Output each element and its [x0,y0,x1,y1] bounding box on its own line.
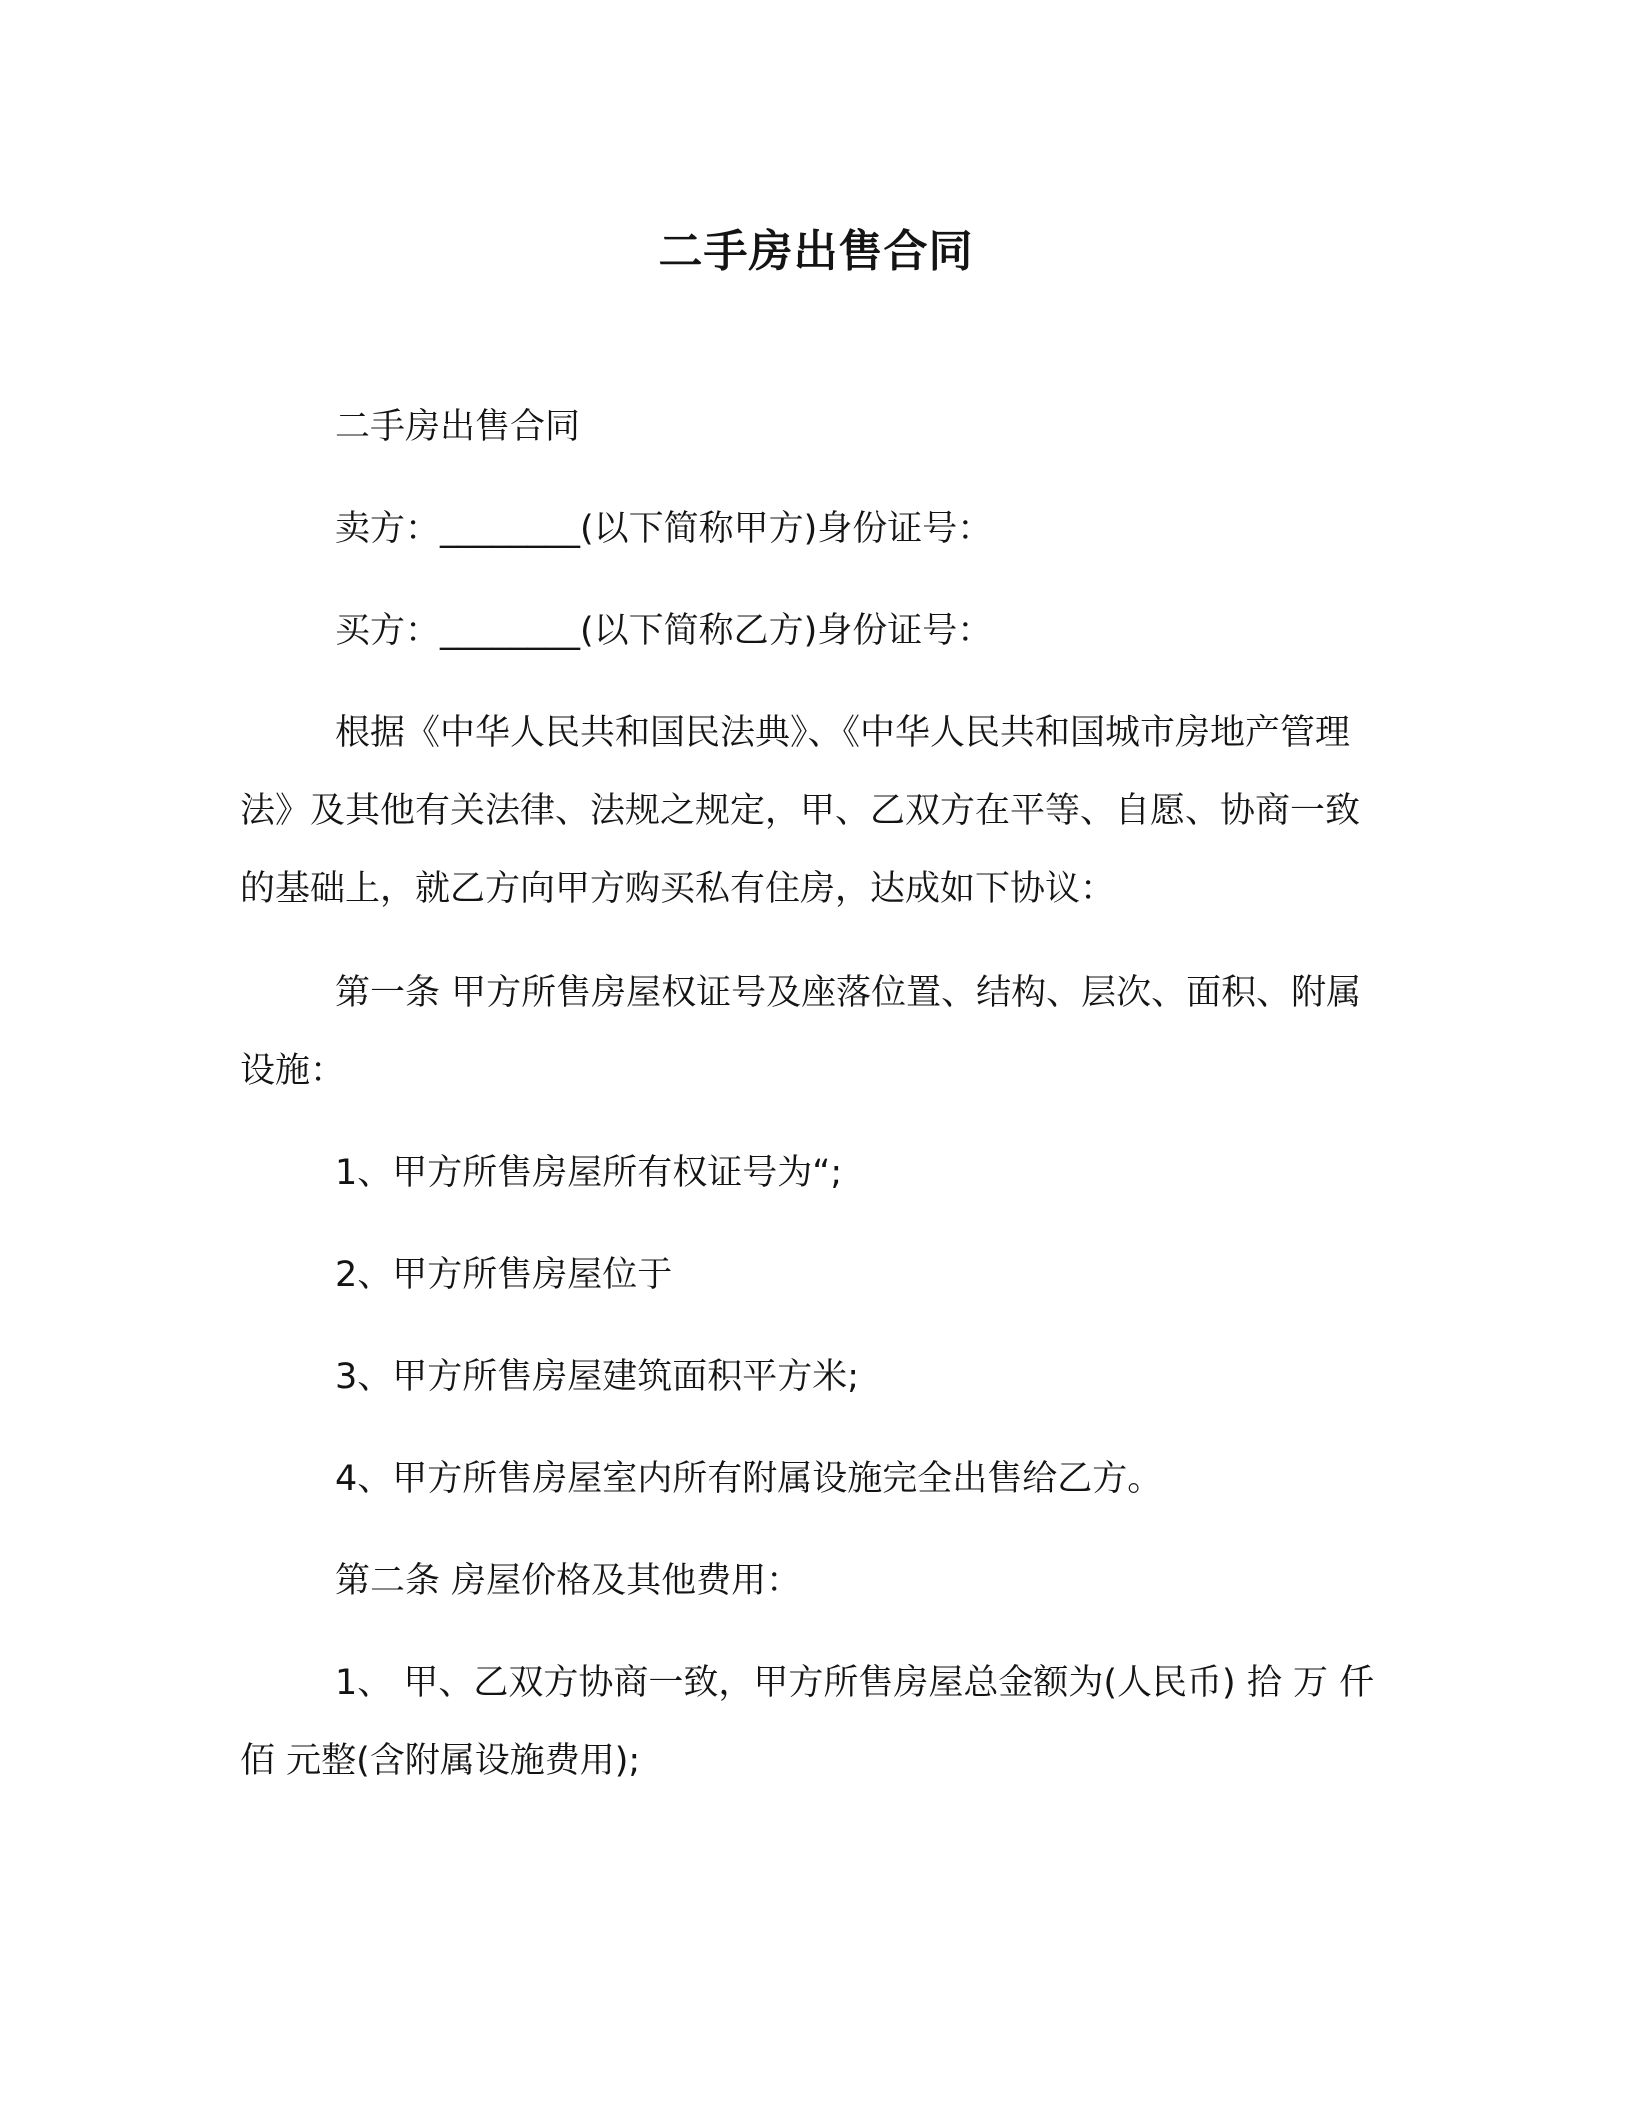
article-1-item-4: 4、甲方所售房屋室内所有附属设施完全出售给乙方。 [335,1459,1163,1499]
buyer-line: 买方：________(以下简称乙方)身份证号： [335,611,993,651]
article-1-item-1: 1、甲方所售房屋所有权证号为“; [335,1153,843,1193]
article-2-item-1: 1、 甲、乙双方协商一致，甲方所售房屋总金额为(人民币) 拾 万 仟 佰 元整(含附属设施费用); [240,1663,1375,1781]
article-2-heading: 第二条 房屋价格及其他费用： [335,1561,802,1601]
article-1-heading: 第一条 甲方所售房屋权证号及座落位置、结构、层次、面积、附属设施： [240,973,1362,1091]
contract-heading: 二手房出售合同 [335,407,581,447]
article-1-item-3: 3、甲方所售房屋建筑面积平方米; [335,1357,860,1397]
document-title: 二手房出售合同 [658,226,974,277]
preamble-paragraph: 根据《中华人民共和国民法典》、《中华人民共和国城市房地产管理法》及其他有关法律、法规之规定，甲、乙双方在平等、自愿、协商一致的基础上，就乙方向甲方购买私有住房，达成如下协议： [240,713,1361,909]
article-1-item-2: 2、甲方所售房屋位于 [335,1255,673,1295]
seller-line: 卖方：________(以下简称甲方)身份证号： [335,509,993,549]
